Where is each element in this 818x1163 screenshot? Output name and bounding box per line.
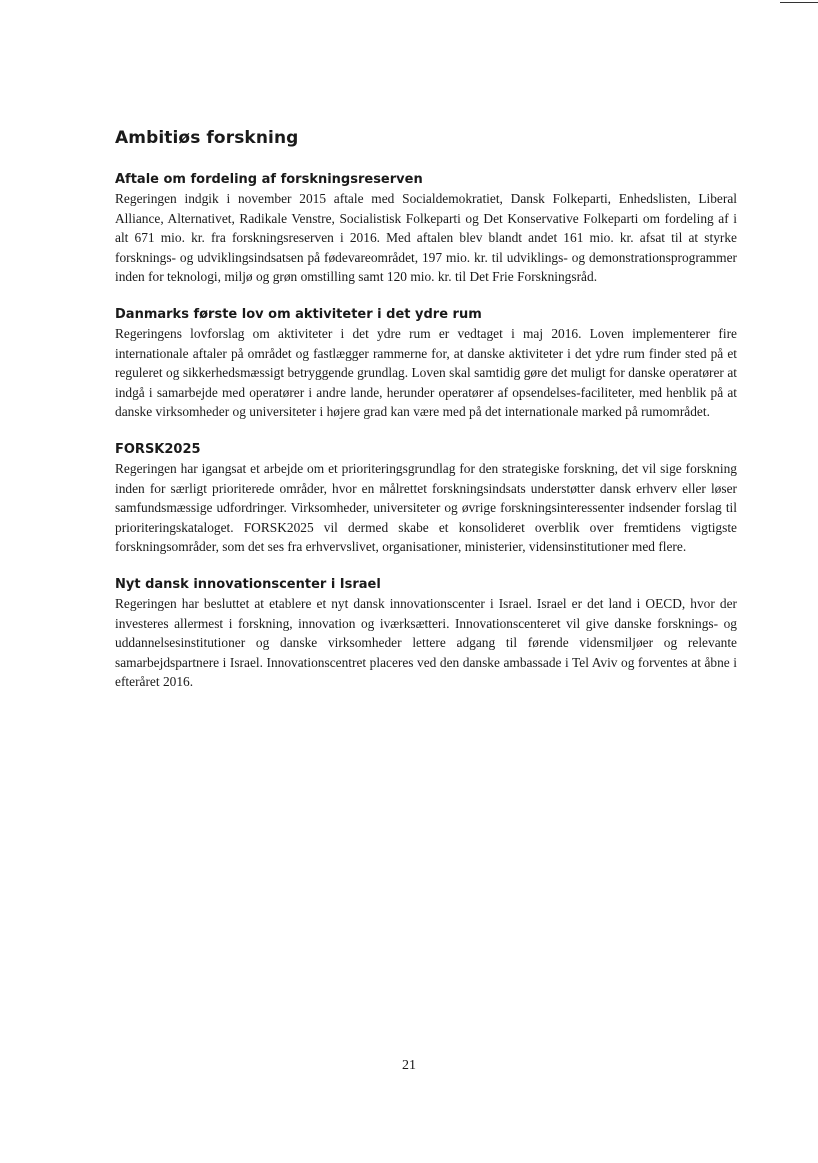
section-heading: Nyt dansk innovationscenter i Israel (115, 576, 381, 592)
section-forsk2025 (115, 442, 737, 557)
section-body: Regeringen har besluttet at etablere et nyt dansk innovationscenter i Israel. Israel er det land i OECD, hvor der investeres allermest i forskning, innovation og iværksætteri. Innovationscenteret vil give danske forsknings- og uddannelsesinstitutioner og danske virksomheder lettere adgang til førende vidensmiljøer og relevante samarbejdspartnere i Israel. Innovationscentret placeres ved den danske ambassade i Tel Aviv og forventes at åbne i efteråret 2016. (115, 595, 737, 690)
section-forskningsreserven (115, 172, 737, 287)
section-heading: Danmarks første lov om aktiviteter i det ydre rum (115, 306, 482, 322)
page-title: Ambitiøs forskning (115, 128, 299, 148)
scan-corner-line (780, 2, 818, 3)
document-page (115, 128, 737, 712)
section-body: Regeringen har igangsat et arbejde om et prioriteringsgrundlag for den strategiske forskning, det vil sige forskning inden for særligt prioriterede områder, hvor en målrettet forskningsindsats understøtter dansk erhverv eller løser samfundsmæssige udfordringer. Virksomheder, universiteter og øvrige forskningsinteressenter indsender forslag til prioriteringskataloget. FORSK2025 vil dermed skabe et konsolideret overblik over fremtidens vigtigste forskningsområder, som det ses fra erhvervslivet, organisationer, ministerier, vidensinstitutioner med flere. (115, 460, 737, 555)
section-israel (115, 577, 737, 692)
section-body: Regeringens lovforslag om aktiviteter i det ydre rum er vedtaget i maj 2016. Loven implementerer fire internationale aftaler på området og fastlægger rammerne for, at danske aktiviteter i det ydre rum finder sted på et reguleret og sikkerhedsmæssigt betryggende grundlag. Loven skal samtidig gøre det muligt for danske operatører at indgå i samarbejde med operatører i andre lande, herunder operatører af opsendelses-faciliteter, med henblik på at danske virksomheder og universiteter i højere grad kan være med på det internationale marked på rumområdet. (115, 325, 737, 420)
section-heading: FORSK2025 (115, 441, 201, 457)
page-number: 21 (402, 1058, 416, 1073)
section-heading: Aftale om fordeling af forskningsreserven (115, 172, 423, 187)
section-body: Regeringen indgik i november 2015 aftale med Socialdemokratiet, Dansk Folkeparti, Enhedslisten, Liberal Alliance, Alternativet, Radikale Venstre, Socialistisk Folkeparti og Det Konservative Folkeparti om fordeling af i alt 671 mio. kr. fra forskningsreserven i 2016. Med aftalen blev blandt andet 161 mio. kr. afsat til at styrke forsknings- og udviklingsindsatsen på fødevareområdet, 197 mio. kr. til udviklings- og demonstrationsprogrammer inden for teknologi, miljø og grøn omstilling samt 120 mio. kr. til Det Frie Forskningsråd. (115, 191, 737, 285)
section-ydre-rum (115, 307, 737, 422)
